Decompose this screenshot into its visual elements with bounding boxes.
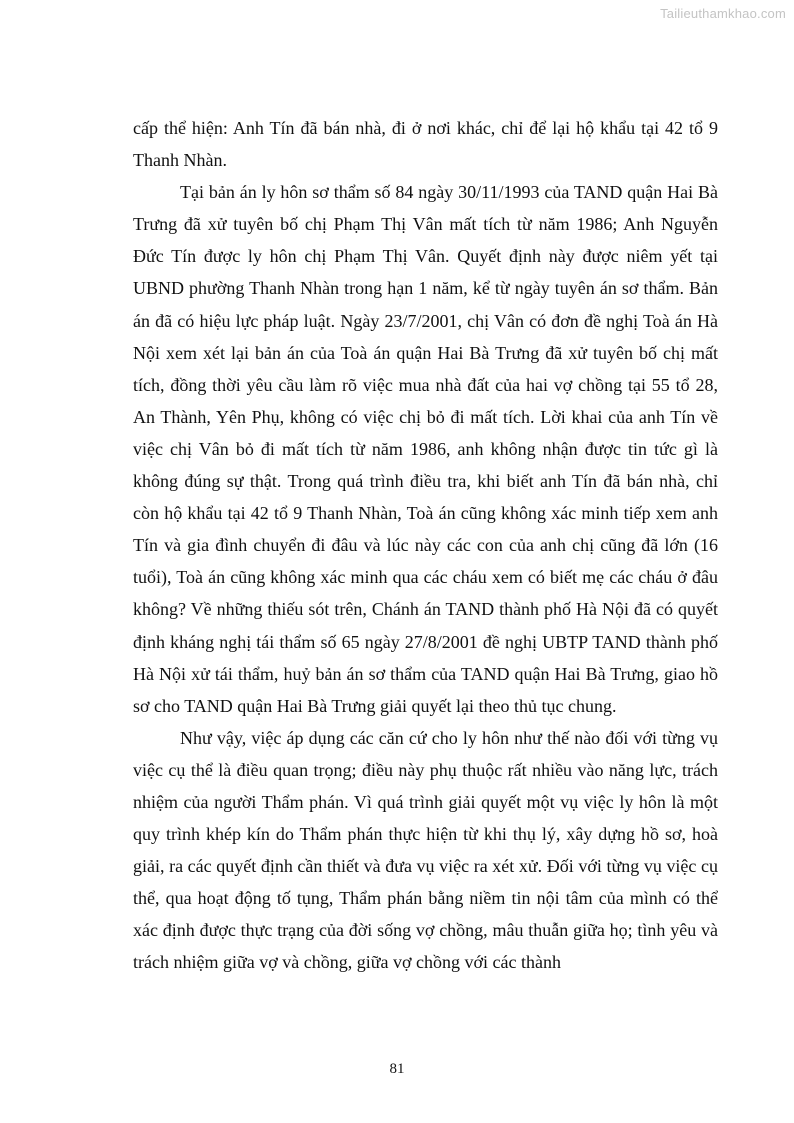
watermark-text: Tailieuthamkhao.com bbox=[660, 6, 786, 21]
paragraph-continuation: cấp thể hiện: Anh Tín đã bán nhà, đi ở nơi khác, chỉ để lại hộ khẩu tại 42 tổ 9 Thanh Nhàn. bbox=[133, 118, 718, 171]
page-body bbox=[133, 112, 718, 979]
paragraph-analysis: Như vậy, việc áp dụng các căn cứ cho ly hôn như thế nào đối với từng vụ việc cụ thể là điều quan trọng; điều này phụ thuộc rất nhiều vào năng lực, trách nhiệm của người Thẩm phán. Vì quá trình giải quyết một vụ việc ly hôn là một quy trình khép kín do Thẩm phán thực hiện từ khi thụ lý, xây dựng hồ sơ, hoà giải, ra các quyết định cần thiết và đưa vụ việc ra xét xử. Đối với từng vụ việc cụ thể, qua hoạt động tố tụng, Thẩm phán bằng niềm tin nội tâm của mình có thể xác định được thực trạng của đời sống vợ chồng, mâu thuẫn giữa họ; tình yêu và trách nhiệm giữa vợ và chồng, giữa vợ chồng với các thành bbox=[133, 727, 718, 973]
paragraph-case-details: Tại bản án ly hôn sơ thẩm số 84 ngày 30/11/1993 của TAND quận Hai Bà Trưng đã xử tuyên bố chị Phạm Thị Vân mất tích từ năm 1986; Anh Nguyễn Đức Tín được ly hôn chị Phạm Thị Vân. Quyết định này được niêm yết tại UBND phường Thanh Nhàn trong hạn 1 năm, kể từ ngày tuyên án sơ thẩm. Bản án đã có hiệu lực pháp luật. Ngày 23/7/2001, chị Vân có đơn đề nghị Toà án Hà Nội xem xét lại bản án của Toà án quận Hai Bà Trưng đã xử tuyên bố chị mất tích, đồng thời yêu cầu làm rõ việc mua nhà đất của hai vợ chồng tại 55 tổ 28, An Thành, Yên Phụ, không có việc chị bỏ đi mất tích. Lời khai của anh Tín về việc chị Vân bỏ đi mất tích từ năm 1986, anh không nhận được tin tức gì là không đúng sự thật. Trong quá trình điều tra, khi biết anh Tín đã bán nhà, chỉ còn hộ khẩu tại 42 tổ 9 Thanh Nhàn, Toà án cũng không xác minh tiếp xem anh Tín và gia đình chuyển đi đâu và lúc này các con của anh chị cũng đã lớn (16 tuổi), Toà án cũng không xác minh qua các cháu xem có biết mẹ các cháu ở đâu không? Về những thiếu sót trên, Chánh án TAND thành phố Hà Nội đã có quyết định kháng nghị tái thẩm số 65 ngày 27/8/2001 đề nghị UBTP TAND thành phố Hà Nội xử tái thẩm, huỷ bản án sơ thẩm của TAND quận Hai Bà Trưng, giao hồ sơ cho TAND quận Hai Bà Trưng giải quyết lại theo thủ tục chung. bbox=[133, 182, 718, 716]
page-number: 81 bbox=[389, 1061, 405, 1077]
